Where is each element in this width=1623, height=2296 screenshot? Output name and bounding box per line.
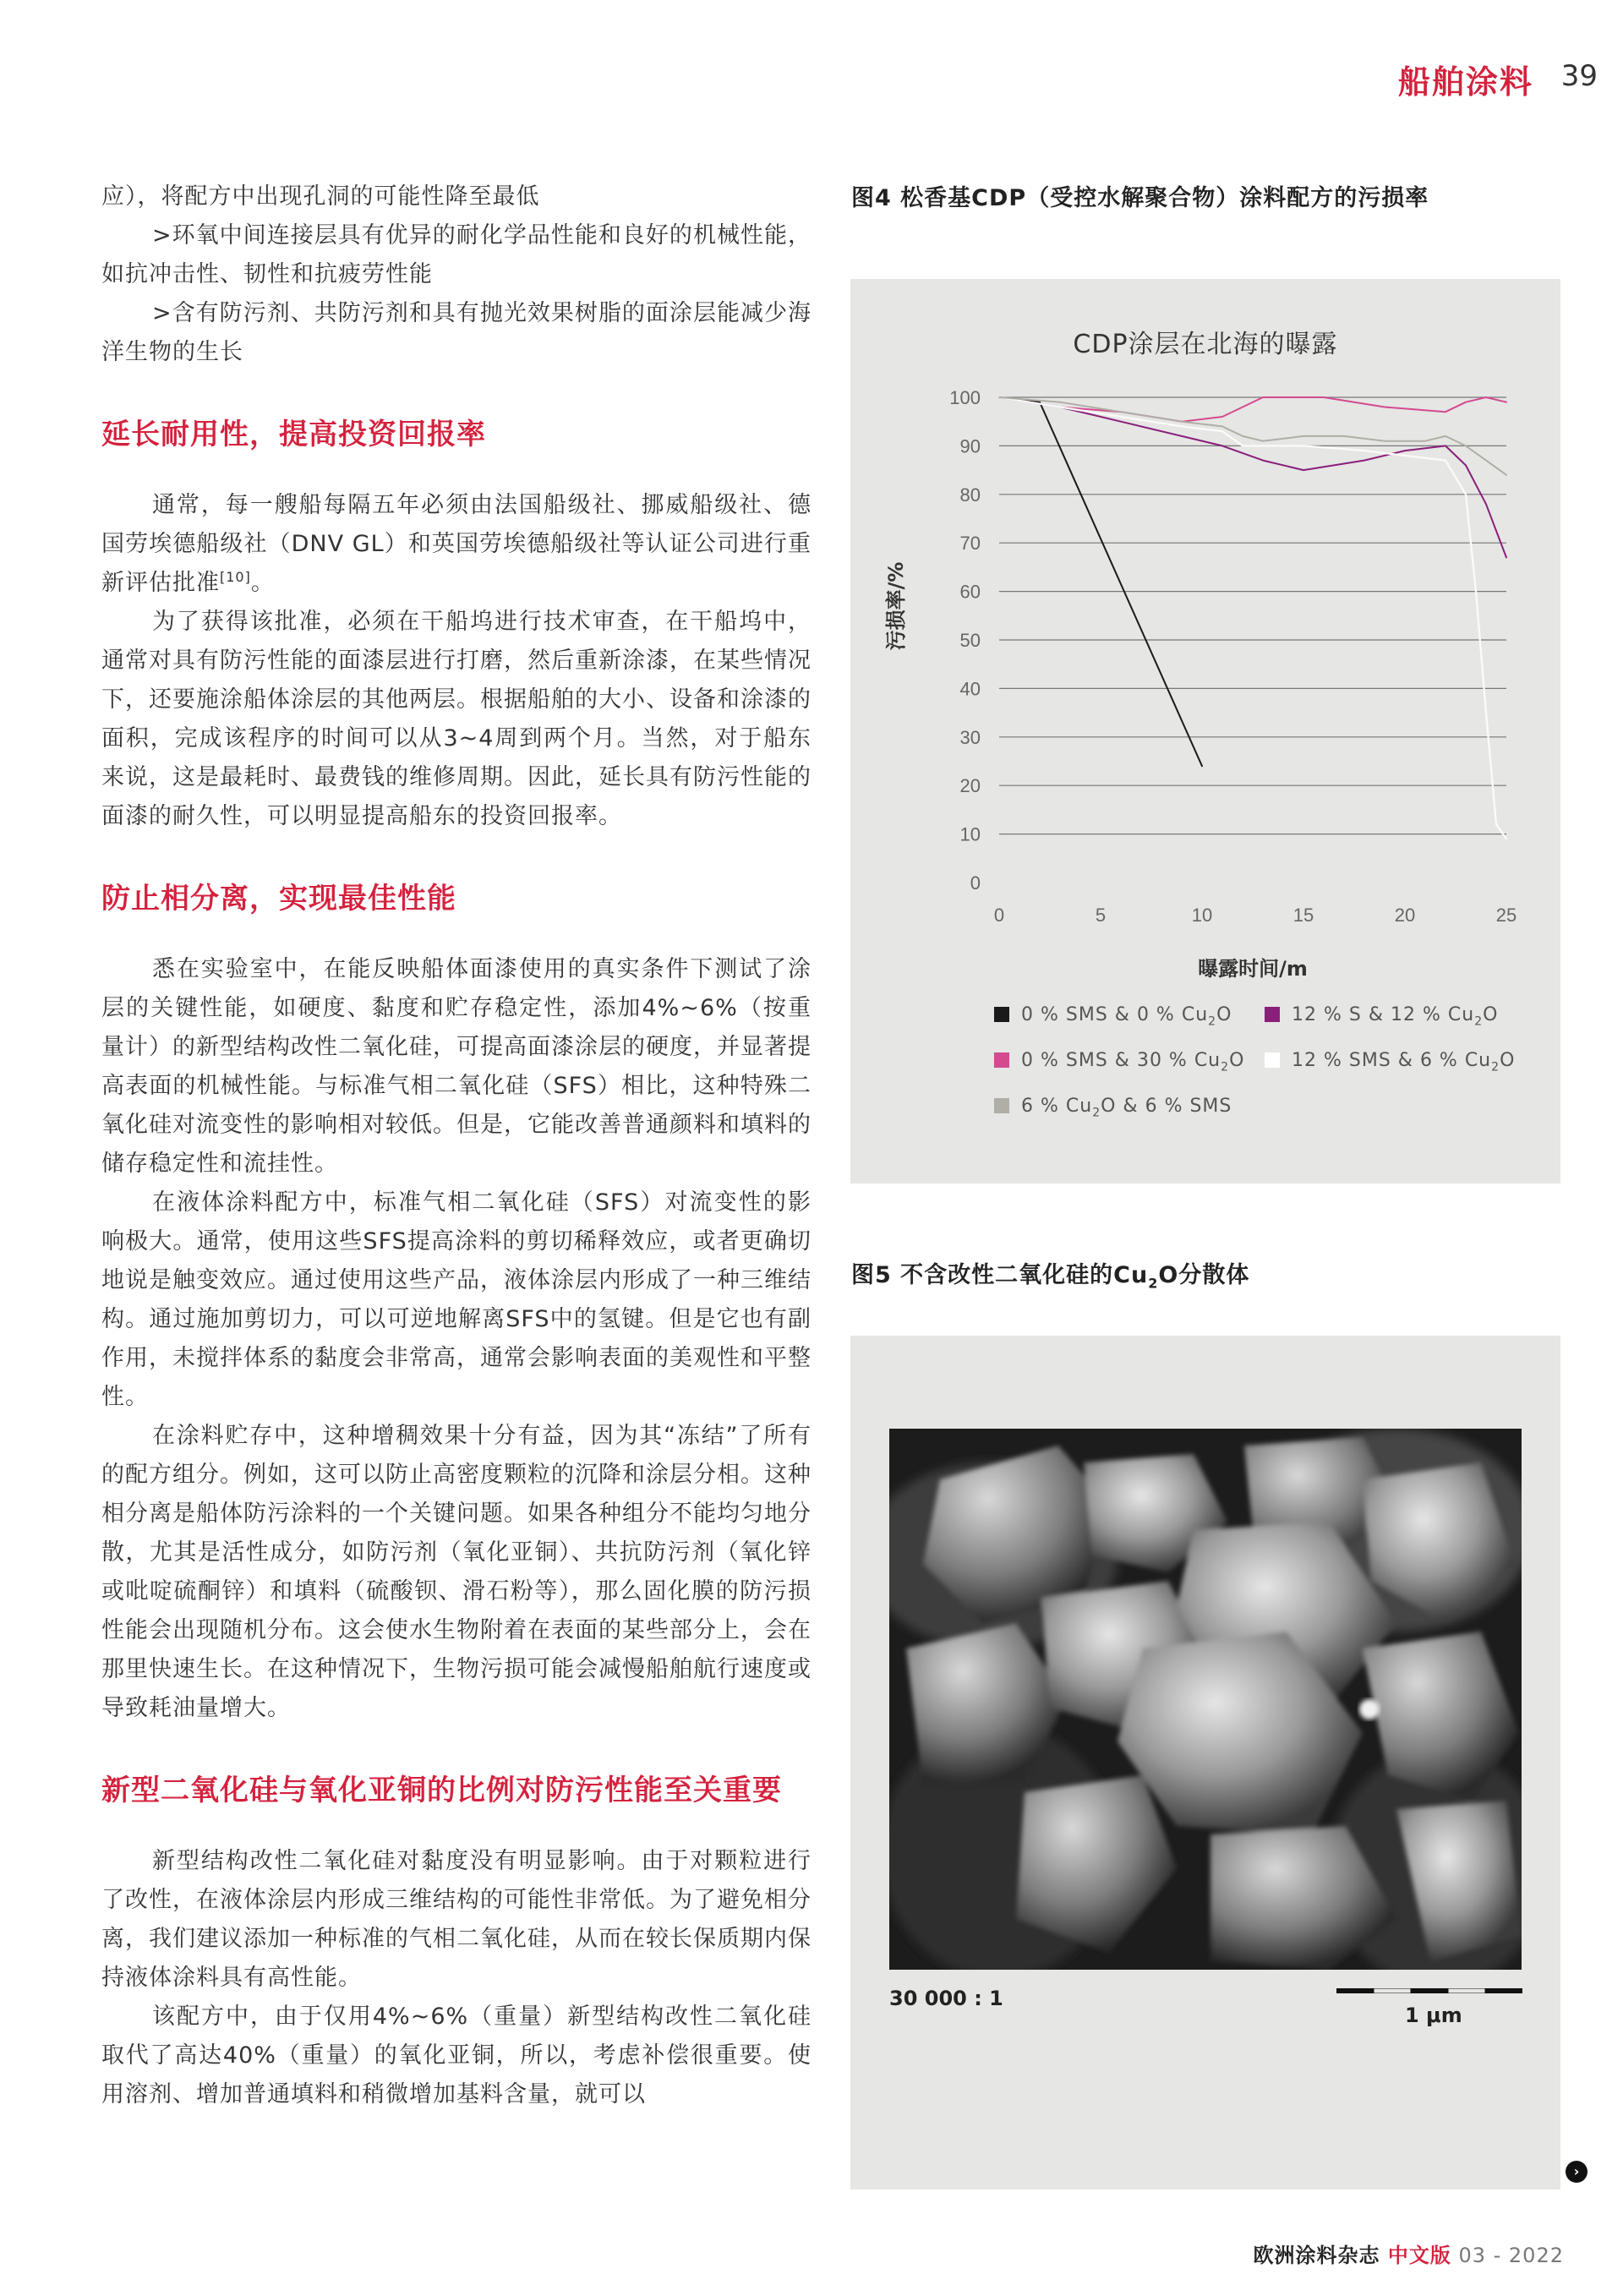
figure-5-caption-sub: 2 [1148, 1275, 1159, 1292]
legend-swatch [1265, 1007, 1280, 1022]
legend-label-end: O [1216, 1004, 1232, 1025]
x-tick-label: 0 [993, 905, 1005, 926]
y-tick-label: 60 [959, 581, 981, 603]
chart-title: CDP涂层在北海的曝露 [1073, 330, 1338, 359]
legend-label: 0 % SMS & 30 % Cu [1021, 1050, 1221, 1071]
footer-issue: 03 - 2022 [1451, 2244, 1564, 2267]
legend-label-sub: 2 [1491, 1060, 1500, 1074]
section-title: 船舶涂料 [1397, 63, 1533, 101]
y-axis-label: 污损率/% [884, 561, 908, 651]
legend-item [994, 1050, 1244, 1074]
heading-phase-separation: 防止相分离，实现最佳性能 [101, 882, 456, 916]
legend-label: 12 % S & 12 % Cu [1292, 1004, 1475, 1025]
figure-5-caption-pre: 图5 不含改性二氧化硅的Cu [851, 1262, 1149, 1288]
y-tick-label: 70 [959, 533, 981, 555]
y-tick-label: 90 [959, 435, 981, 457]
series-line-1 [999, 397, 1202, 766]
footer-magazine: 欧洲涂料杂志 [1253, 2244, 1388, 2267]
x-tick-label: 25 [1495, 905, 1517, 926]
scale-bar-label: 1 μm [1405, 2004, 1462, 2027]
figure-4-panel [850, 279, 1560, 1184]
x-tick-label: 20 [1394, 905, 1416, 926]
legend-item [1265, 1004, 1498, 1028]
paragraph-drydock: 为了获得该批准，必须在干船坞进行技术审查，在干船坞中，通常对具有防污性能的面漆层进行打磨，然后重新涂漆，在某些情况下，还要施涂船体涂层的其他两层。根据船舶的大小、设备和涂漆的面积，完成该程序的时间可以从3~4周到两个月。当然，对于船东来说，这是最耗时、最费钱的维修周期。因此，延长具有防污性能的面漆的耐久性，可以明显提高船东的投资回报率。 [101, 609, 812, 829]
footer-edition: 中文版 [1387, 2244, 1451, 2267]
x-tick-label: 15 [1292, 905, 1314, 926]
series-line-4 [999, 397, 1506, 839]
legend-swatch [994, 1007, 1009, 1022]
figure-5-caption-post: O分散体 [1158, 1262, 1250, 1288]
scale-bar [1336, 1988, 1522, 1993]
fouling-rate-chart [850, 279, 1560, 1006]
paragraph-storage: 在涂料贮存中，这种增稠效果十分有益，因为其“冻结”了所有的配方组分。例如，这可以防止高密度颗粒的沉降和涂层分相。这种相分离是船体防污涂料的一个关键问题。如果各种组分不能均匀地分散，尤其是活性成分，如防污剂（氧化亚铜）、共抗防污剂（氧化锌或吡啶硫酮锌）和填料（硫酸钡、滑石粉等），那么固化膜的防污损性能会出现随机分布。这会使水生物附着在表面的某些部分上，会在那里快速生长。在这种情况下，生物污损可能会减慢船舶航行速度或导致耗油量增大。 [101, 1423, 812, 1721]
paragraph-viscosity: 新型结构改性二氧化硅对黏度没有明显影响。由于对颗粒进行了改性，在液体涂层内形成三维结构的可能性非常低。为了避免相分离，我们建议添加一种标准的气相二氧化硅，从而在较长保质期内保持液体涂料具有高性能。 [101, 1848, 812, 1991]
legend-label: 6 % Cu [1021, 1096, 1093, 1117]
y-tick-label: 0 [970, 872, 981, 894]
paragraph-formulation: 该配方中，由于仅用4%~6%（重量）新型结构改性二氧化硅取代了高达40%（重量）的氧化亚铜，所以，考虑补偿很重要。使用溶剂、增加普通填料和稍微增加基料含量，就可以 [101, 2004, 812, 2107]
sem-micrograph [889, 1429, 1522, 1970]
paragraph-certification [101, 486, 812, 603]
paragraph-sfs: 在液体涂料配方中，标准气相二氧化硅（SFS）对流变性的影响极大。通常，使用这些SFS提高涂料的剪切稀释效应，或者更确切地说是触变效应。通过使用这些产品，液体涂层内形成了一种三维结构。通过施加剪切力，可以可逆地解离SFS中的氢键。但是它也有副作用，未搅拌体系的黏度会非常高，通常会影响表面的美观性和平整性。 [101, 1189, 812, 1410]
x-tick-label: 10 [1191, 905, 1213, 926]
left-column [101, 178, 812, 2114]
legend-swatch [994, 1052, 1009, 1068]
paragraph-certification-end: 。 [250, 570, 275, 596]
figure-5-caption [851, 1256, 1249, 1291]
y-tick-label: 50 [959, 630, 981, 651]
paragraph-lab-test: 悉在实验室中，在能反映船体面漆使用的真实条件下测试了涂层的关键性能，如硬度、黏度和贮存稳定性，添加4%~6%（按重量计）的新型结构改性二氧化硅，可提高面漆涂层的硬度，并显著提高表面的机械性能。与标准气相二氧化硅（SFS）相比，这种特殊二氧化硅对流变性的影响相对较低。但是，它能改善普通颜料和填料的储存稳定性和流挂性。 [101, 956, 812, 1177]
legend-label: 12 % SMS & 6 % Cu [1292, 1050, 1492, 1071]
legend-label-end: O [1500, 1050, 1516, 1071]
y-tick-label: 80 [959, 484, 981, 506]
reference-10[interactable]: [10] [220, 569, 251, 585]
footer [1253, 2239, 1564, 2268]
legend-swatch [994, 1098, 1009, 1113]
legend-label-sub: 2 [1092, 1106, 1101, 1120]
y-tick-label: 30 [959, 726, 981, 748]
magnification-label: 30 000 : 1 [889, 1987, 1003, 2010]
y-tick-label: 20 [959, 775, 981, 797]
legend-item [1265, 1050, 1515, 1074]
legend-label-end: O [1483, 1004, 1499, 1025]
figure-5-panel [850, 1336, 1560, 2189]
next-page-arrow-icon[interactable]: › [1566, 2161, 1587, 2183]
legend-swatch [1265, 1052, 1280, 1068]
paragraph-1: 应），将配方中出现孔洞的可能性降至最低 [101, 183, 540, 210]
page-number: 39 [1560, 59, 1598, 93]
legend-label-sub: 2 [1221, 1060, 1230, 1074]
y-tick-label: 100 [949, 387, 981, 408]
legend-label-sub: 2 [1208, 1014, 1217, 1029]
heading-silica-ratio: 新型二氧化硅与氧化亚铜的比例对防污性能至关重要 [101, 1774, 782, 1807]
y-tick-label: 10 [959, 823, 981, 845]
legend-label: 0 % SMS & 0 % Cu [1021, 1004, 1209, 1025]
paragraph-certification-text: 通常，每一艘船每隔五年必须由法国船级社、挪威船级社、德国劳埃德船级社（DNV GL）和英国劳埃德船级社等认证公司进行重新评估批准 [101, 492, 812, 596]
series-line-2 [999, 397, 1506, 557]
x-axis-label: 曝露时间/m [1198, 957, 1308, 981]
legend-label-end: O [1229, 1050, 1245, 1071]
legend-item [994, 1096, 1232, 1119]
legend-label-end: O & 6 % SMS [1101, 1096, 1232, 1117]
bullet-epoxy: >环氧中间连接层具有优异的耐化学品性能和良好的机械性能，如抗冲击性、韧性和抗疲劳性能 [101, 222, 812, 287]
bullet-topcoat: >含有防污剂、共防污剂和具有抛光效果树脂的面涂层能减少海洋生物的生长 [101, 300, 812, 365]
heading-durability: 延长耐用性，提高投资回报率 [101, 418, 486, 451]
x-tick-label: 5 [1095, 905, 1107, 926]
legend-label-sub: 2 [1474, 1014, 1484, 1029]
legend-item [994, 1004, 1232, 1028]
figure-4-caption: 图4 松香基CDP（受控水解聚合物）涂料配方的污损率 [851, 185, 1429, 211]
y-tick-label: 40 [959, 678, 981, 700]
